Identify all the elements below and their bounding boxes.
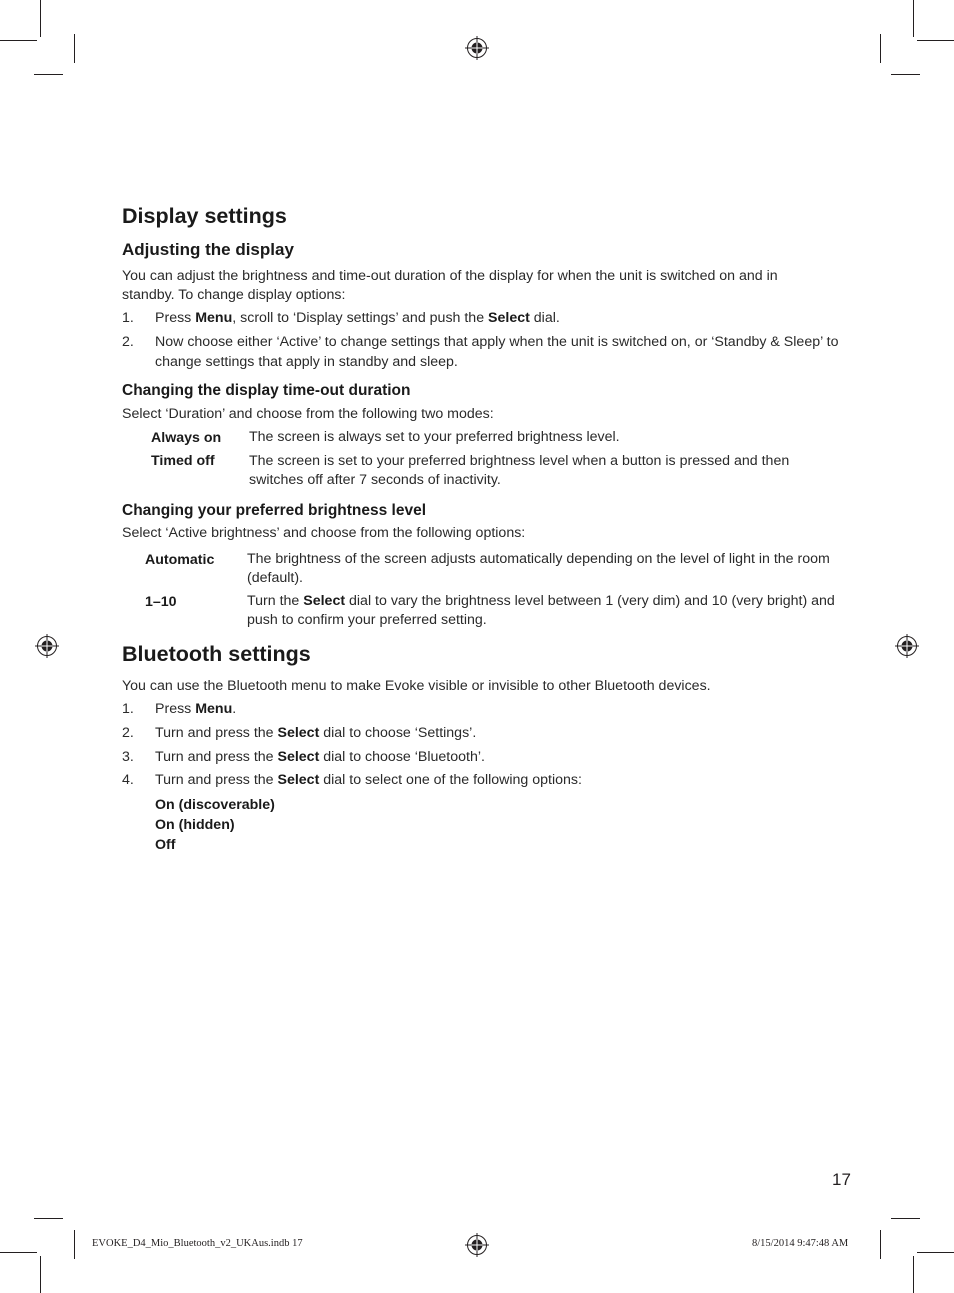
crop-mark bbox=[0, 1252, 37, 1253]
list-number: 1. bbox=[122, 310, 134, 326]
crop-mark bbox=[74, 34, 75, 63]
definition-term: 1–10 bbox=[145, 594, 177, 610]
subheading-adjusting-display: Adjusting the display bbox=[122, 240, 294, 259]
crop-mark bbox=[891, 74, 920, 75]
subheading-timeout-duration: Changing the display time-out duration bbox=[122, 382, 411, 399]
paragraph-bluetooth-intro: You can use the Bluetooth menu to make Evoke visible or invisible to other Bluetooth devices. bbox=[122, 678, 711, 694]
crop-mark bbox=[880, 1230, 881, 1259]
crop-mark bbox=[917, 1252, 954, 1253]
crop-mark bbox=[34, 1218, 63, 1219]
crop-mark bbox=[913, 1256, 914, 1293]
list-text: Turn and press the Select dial to choose ‘Bluetooth’. bbox=[155, 749, 485, 765]
crop-mark bbox=[74, 1230, 75, 1259]
crop-mark bbox=[0, 40, 37, 41]
slug-filename: EVOKE_D4_Mio_Bluetooth_v2_UKAus.indb 17 bbox=[92, 1238, 303, 1249]
list-number: 1. bbox=[122, 701, 134, 717]
list-text: Press Menu. bbox=[155, 701, 237, 717]
definition-description: Turn the Select dial to vary the brightness level between 1 (very dim) and 10 (very bright) and push to confirm your preferred setting. bbox=[247, 593, 835, 628]
list-number: 4. bbox=[122, 772, 134, 788]
crop-mark bbox=[917, 40, 954, 41]
subheading-brightness-level: Changing your preferred brightness level bbox=[122, 502, 427, 519]
paragraph-adjusting-intro: You can adjust the brightness and time-out duration of the display for when the unit is switched on and in standby. To change display options: bbox=[122, 268, 778, 303]
registration-mark-icon bbox=[465, 36, 489, 60]
list-number: 2. bbox=[122, 725, 134, 741]
registration-mark-icon bbox=[895, 634, 919, 658]
list-number: 3. bbox=[122, 749, 134, 765]
list-text: Turn and press the Select dial to choose ‘Settings’. bbox=[155, 725, 477, 741]
crop-mark bbox=[34, 74, 63, 75]
definition-description: The screen is always set to your preferred brightness level. bbox=[249, 429, 620, 445]
section-title-display: Display settings bbox=[122, 204, 287, 228]
bluetooth-option: Off bbox=[155, 837, 176, 853]
list-text: Turn and press the Select dial to select one of the following options: bbox=[155, 772, 582, 788]
section-title-bluetooth: Bluetooth settings bbox=[122, 642, 311, 666]
definition-description: The brightness of the screen adjusts automatically depending on the level of light in the room (default). bbox=[247, 551, 830, 586]
registration-mark-icon bbox=[465, 1233, 489, 1257]
list-number: 2. bbox=[122, 334, 134, 350]
paragraph-brightness-intro: Select ‘Active brightness’ and choose from the following options: bbox=[122, 525, 526, 541]
crop-mark bbox=[40, 0, 41, 37]
list-text: Now choose either ‘Active’ to change settings that apply when the unit is switched on, or ‘Standby & Sleep’ to change settings that apply in standby and sleep. bbox=[155, 334, 839, 370]
bluetooth-option: On (hidden) bbox=[155, 817, 235, 833]
crop-mark bbox=[40, 1256, 41, 1293]
paragraph-timeout-intro: Select ‘Duration’ and choose from the following two modes: bbox=[122, 406, 494, 422]
crop-mark bbox=[880, 34, 881, 63]
registration-mark-icon bbox=[35, 634, 59, 658]
bluetooth-option: On (discoverable) bbox=[155, 797, 275, 813]
slug-timestamp: 8/15/2014 9:47:48 AM bbox=[752, 1238, 849, 1249]
crop-mark bbox=[913, 0, 914, 37]
definition-term: Timed off bbox=[151, 453, 215, 469]
crop-mark bbox=[891, 1218, 920, 1219]
definition-description: The screen is set to your preferred brightness level when a button is pressed and then switches off after 7 seconds of inactivity. bbox=[249, 453, 790, 488]
definition-term: Always on bbox=[151, 430, 222, 446]
definition-term: Automatic bbox=[145, 552, 215, 568]
page-number: 17 bbox=[832, 1170, 851, 1189]
list-text: Press Menu, scroll to ‘Display settings’ and push the Select dial. bbox=[155, 310, 560, 326]
